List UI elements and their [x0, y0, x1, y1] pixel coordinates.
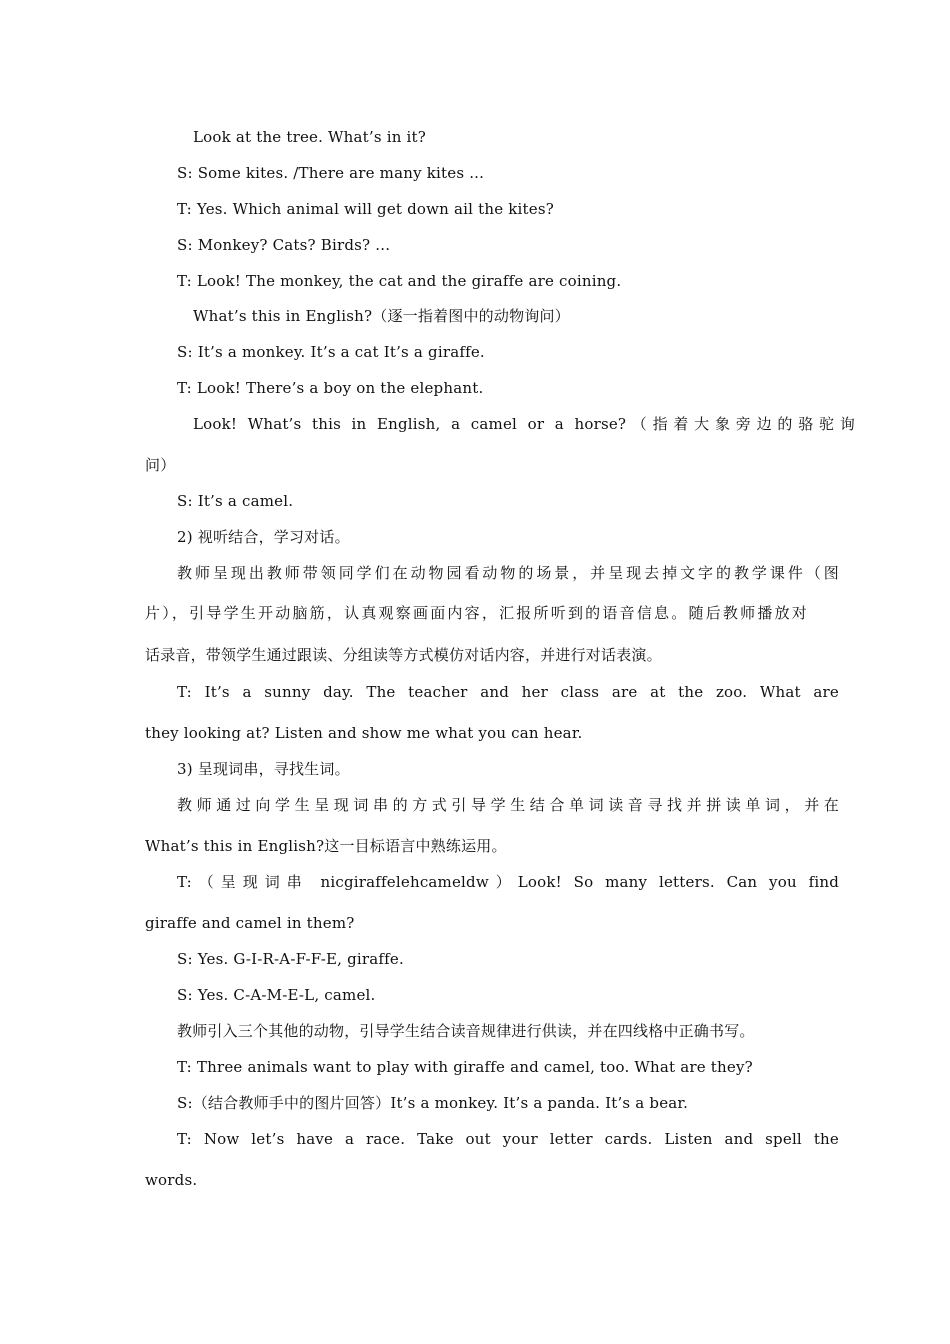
- text-line: 话录音，带领学生通过跟读、分组读等方式模仿对话内容，并进行对话表演。: [145, 646, 662, 664]
- text-line: S: It’s a camel.: [177, 492, 294, 510]
- text-line: T: Look! The monkey, the cat and the giraffe are coining.: [177, 272, 622, 290]
- text-line: T: It’s a sunny day. The teacher and her class are at the zoo. What are: [177, 683, 839, 701]
- text-line: S: Yes. G-I-R-A-F-F-E, giraffe.: [177, 950, 404, 968]
- text-line: T:（呈现词串 nicgiraffelehcameldw）Look! So many letters. Can you find: [177, 873, 839, 891]
- text-line: S:（结合教师手中的图片回答）It’s a monkey. It’s a panda. It’s a bear.: [177, 1094, 689, 1112]
- text-line: S: It’s a monkey. It’s a cat It’s a giraffe.: [177, 343, 485, 361]
- text-line: S: Some kites. /There are many kites ...: [177, 164, 485, 182]
- text-line: giraffe and camel in them?: [145, 914, 355, 932]
- text-line: T: Now let’s have a race. Take out your letter cards. Listen and spell the: [177, 1130, 839, 1148]
- text-line: Look! What’s this in English, a camel or a horse?（指着大象旁边的骆驼询: [193, 415, 855, 433]
- section-heading: 2) 视听结合，学习对话。: [177, 528, 350, 546]
- text-line: Look at the tree. What’s in it?: [193, 128, 427, 146]
- text-line: What’s this in English?这一目标语言中熟练运用。: [145, 837, 507, 855]
- text-line: S: Monkey? Cats? Birds? ...: [177, 236, 391, 254]
- section-heading: 3) 呈现词串，寻找生词。: [177, 760, 350, 778]
- text-line: 片），引导学生开动脑筋，认真观察画面内容，汇报所听到的语音信息。随后教师播放对: [145, 604, 807, 622]
- text-line: 问）: [145, 456, 176, 474]
- text-line: T: Look! There’s a boy on the elephant.: [177, 379, 484, 397]
- text-line: 教师呈现出教师带领同学们在动物园看动物的场景，并呈现去掉文字的教学课件（图: [177, 564, 839, 582]
- text-line: T: Yes. Which animal will get down ail the kites?: [177, 200, 554, 218]
- text-line: S: Yes. C-A-M-E-L, camel.: [177, 986, 376, 1004]
- text-line: T: Three animals want to play with giraffe and camel, too. What are they?: [177, 1058, 753, 1076]
- text-line: 教师引入三个其他的动物，引导学生结合读音规律进行供读，并在四线格中正确书写。: [177, 1022, 755, 1040]
- text-line: 教师通过向学生呈现词串的方式引导学生结合单词读音寻找并拼读单词，并在: [177, 796, 839, 814]
- text-line: What’s this in English?（逐一指着图中的动物询问）: [193, 307, 570, 325]
- text-line: words.: [145, 1171, 198, 1189]
- text-line: they looking at? Listen and show me what you can hear.: [145, 724, 583, 742]
